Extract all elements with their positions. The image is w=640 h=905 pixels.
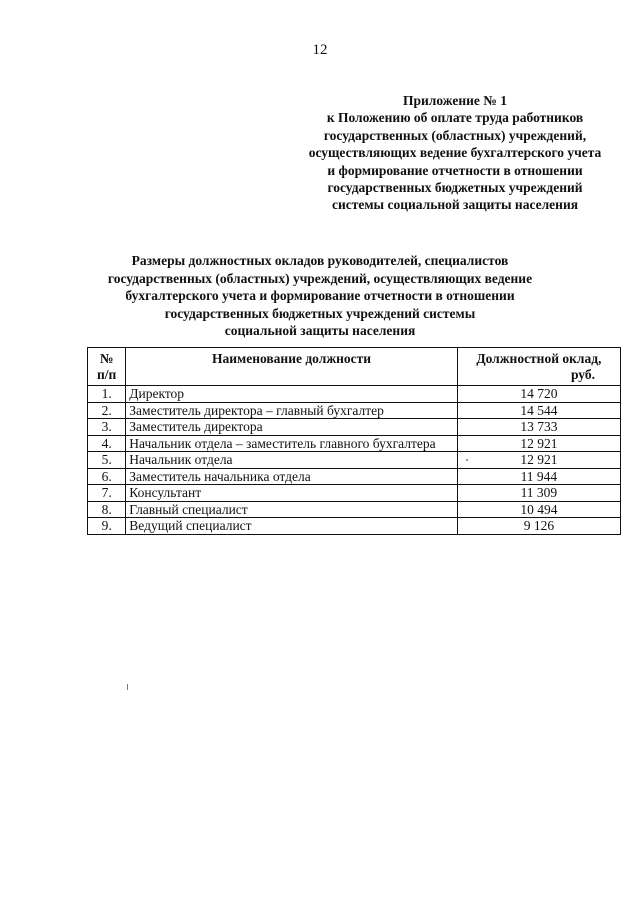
scan-artifact: [466, 459, 468, 461]
salary-cell: 11 309: [457, 485, 620, 502]
header-num-line1: №: [99, 351, 114, 366]
table-row: [88, 452, 621, 469]
appendix-header: [290, 92, 620, 214]
table-row: [88, 501, 621, 518]
row-number-cell: 5.: [88, 452, 126, 469]
header-salary-line1: Должностной оклад,: [476, 351, 602, 366]
table-row: [88, 402, 621, 419]
title-line: государственных бюджетных учреждений системы: [164, 305, 476, 321]
position-name-cell: Директор: [126, 386, 457, 403]
row-number-cell: 6.: [88, 468, 126, 485]
position-name-cell: Заместитель директора: [126, 419, 457, 436]
document-title: [100, 252, 540, 340]
salary-cell: 10 494: [457, 501, 620, 518]
salary-cell: 13 733: [457, 419, 620, 436]
appendix-line: Приложение № 1: [403, 93, 507, 108]
header-num: [88, 348, 126, 386]
salary-cell: 14 720: [457, 386, 620, 403]
table-row: [88, 485, 621, 502]
appendix-line: государственных (областных) учреждений,: [323, 127, 587, 143]
salary-table: [87, 347, 621, 535]
header-salary: [457, 348, 620, 386]
header-num-line2: п/п: [96, 367, 117, 382]
table-row: [88, 518, 621, 535]
header-salary-line2: руб.: [570, 367, 595, 382]
row-number-cell: 3.: [88, 419, 126, 436]
row-number-cell: 4.: [88, 435, 126, 452]
salary-cell: 12 921: [457, 435, 620, 452]
position-name-cell: Начальник отдела: [126, 452, 457, 469]
scan-artifact: [127, 684, 128, 690]
appendix-line: государственных бюджетных учреждений: [327, 180, 583, 196]
table-row: [88, 419, 621, 436]
appendix-line: осуществляющих ведение бухгалтерского учета: [308, 145, 602, 161]
salary-cell: 9 126: [457, 518, 620, 535]
row-number-cell: 9.: [88, 518, 126, 535]
salary-cell: 14 544: [457, 402, 620, 419]
salary-cell: 11 944: [457, 468, 620, 485]
position-name-cell: Главный специалист: [126, 501, 457, 518]
position-name-cell: Ведущий специалист: [126, 518, 457, 535]
row-number-cell: 7.: [88, 485, 126, 502]
appendix-line: системы социальной защиты населения: [331, 197, 579, 213]
row-number-cell: 2.: [88, 402, 126, 419]
appendix-line: к Положению об оплате труда работников: [326, 110, 584, 126]
table-header-row: [88, 348, 621, 386]
page-number: 12: [312, 42, 328, 58]
table-row: [88, 435, 621, 452]
row-number-cell: 8.: [88, 501, 126, 518]
position-name-cell: Заместитель начальника отдела: [126, 468, 457, 485]
header-position-name: Наименование должности: [126, 348, 457, 386]
title-line: Размеры должностных окладов руководителей, специалистов: [131, 253, 509, 268]
position-name-cell: Начальник отдела – заместитель главного бухгалтера: [126, 435, 457, 452]
table-row: [88, 386, 621, 403]
salary-cell: 12 921: [457, 452, 620, 469]
title-line: государственных (областных) учреждений, осуществляющих ведение: [107, 270, 533, 286]
title-line: бухгалтерского учета и формирование отчетности в отношении: [125, 288, 515, 304]
table-row: [88, 468, 621, 485]
position-name-cell: Консультант: [126, 485, 457, 502]
row-number-cell: 1.: [88, 386, 126, 403]
position-name-cell: Заместитель директора – главный бухгалтер: [126, 402, 457, 419]
title-line: социальной защиты населения: [224, 323, 416, 339]
appendix-line: и формирование отчетности в отношении: [327, 162, 583, 178]
